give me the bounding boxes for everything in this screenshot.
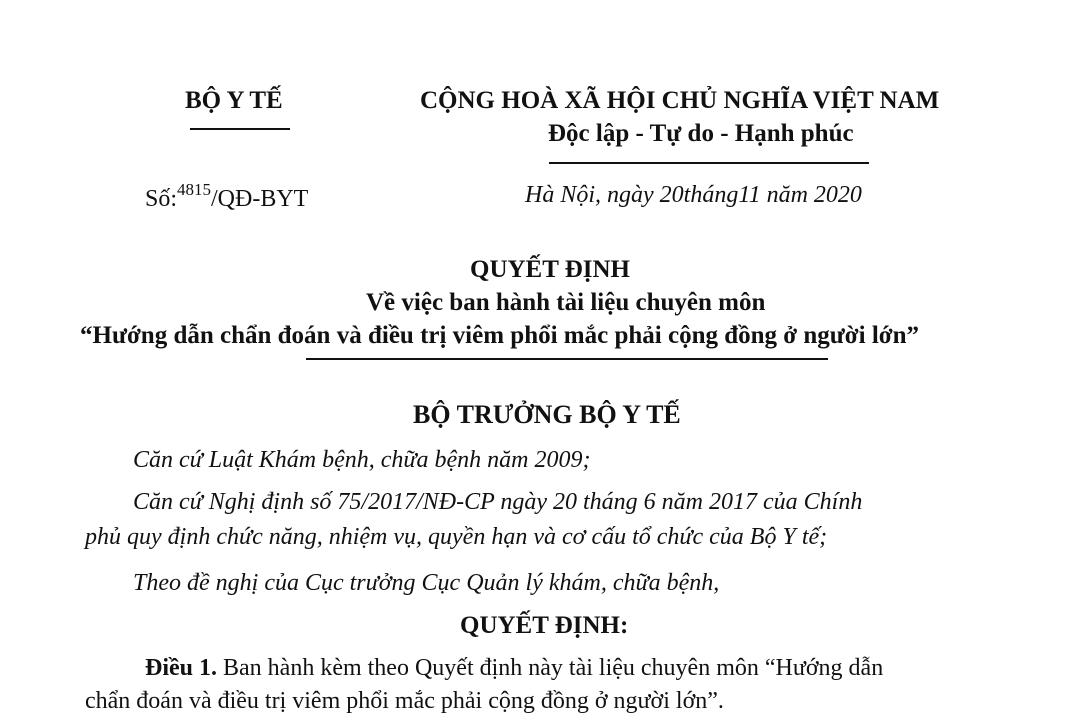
- legal-basis-1: Căn cứ Luật Khám bệnh, chữa bệnh năm 2009;: [133, 447, 591, 473]
- doc-number-value: 4815: [177, 180, 212, 199]
- legal-basis-2b: phủ quy định chức năng, nhiệm vụ, quyền hạn và cơ cấu tổ chức của Bộ Y tế;: [85, 524, 828, 550]
- date-month-word: tháng: [683, 182, 739, 208]
- article-1-line-2: chẩn đoán và điều trị viêm phổi mắc phải cộng đồng ở người lớn”.: [85, 688, 724, 714]
- national-motto: Độc lập - Tự do - Hạnh phúc: [548, 120, 854, 147]
- legal-basis-3: Theo đề nghị của Cục trưởng Cục Quản lý khám, chữa bệnh,: [133, 570, 720, 596]
- decision-subject: Về việc ban hành tài liệu chuyên môn: [366, 289, 766, 316]
- document-number: [145, 182, 308, 213]
- place-date: [525, 182, 862, 209]
- decision-subject-quote: “Hướng dẫn chẩn đoán và điều trị viêm phổi mắc phải cộng đồng ở người lớn”: [80, 322, 920, 349]
- date-month: 11: [738, 182, 761, 208]
- doc-number-suffix: /QĐ-BYT: [211, 186, 309, 212]
- title-underline: [306, 358, 828, 360]
- motto-underline: [549, 162, 869, 164]
- article-1-text-a: Ban hành kèm theo Quyết định này tài liệu chuyên môn “Hướng dẫn: [217, 655, 884, 681]
- legal-basis-2a: Căn cứ Nghị định số 75/2017/NĐ-CP ngày 20 tháng 6 năm 2017 của Chính: [133, 489, 863, 515]
- agency-underline: [190, 128, 290, 130]
- decision-title: QUYẾT ĐỊNH: [470, 256, 630, 283]
- article-1-label: Điều 1.: [145, 655, 217, 681]
- agency-name: BỘ Y TẾ: [185, 87, 283, 114]
- date-day: 20: [659, 182, 684, 208]
- place-text: Hà Nội, ngày: [525, 182, 660, 208]
- decision-heading: QUYẾT ĐỊNH:: [460, 612, 629, 639]
- country-name: CỘNG HOÀ XÃ HỘI CHỦ NGHĨA VIỆT NAM: [420, 87, 940, 114]
- date-year: năm 2020: [760, 182, 862, 208]
- issuer-heading: BỘ TRƯỞNG BỘ Y TẾ: [413, 400, 681, 429]
- article-1-line-1: [145, 655, 883, 682]
- doc-number-prefix: Số:: [145, 186, 178, 212]
